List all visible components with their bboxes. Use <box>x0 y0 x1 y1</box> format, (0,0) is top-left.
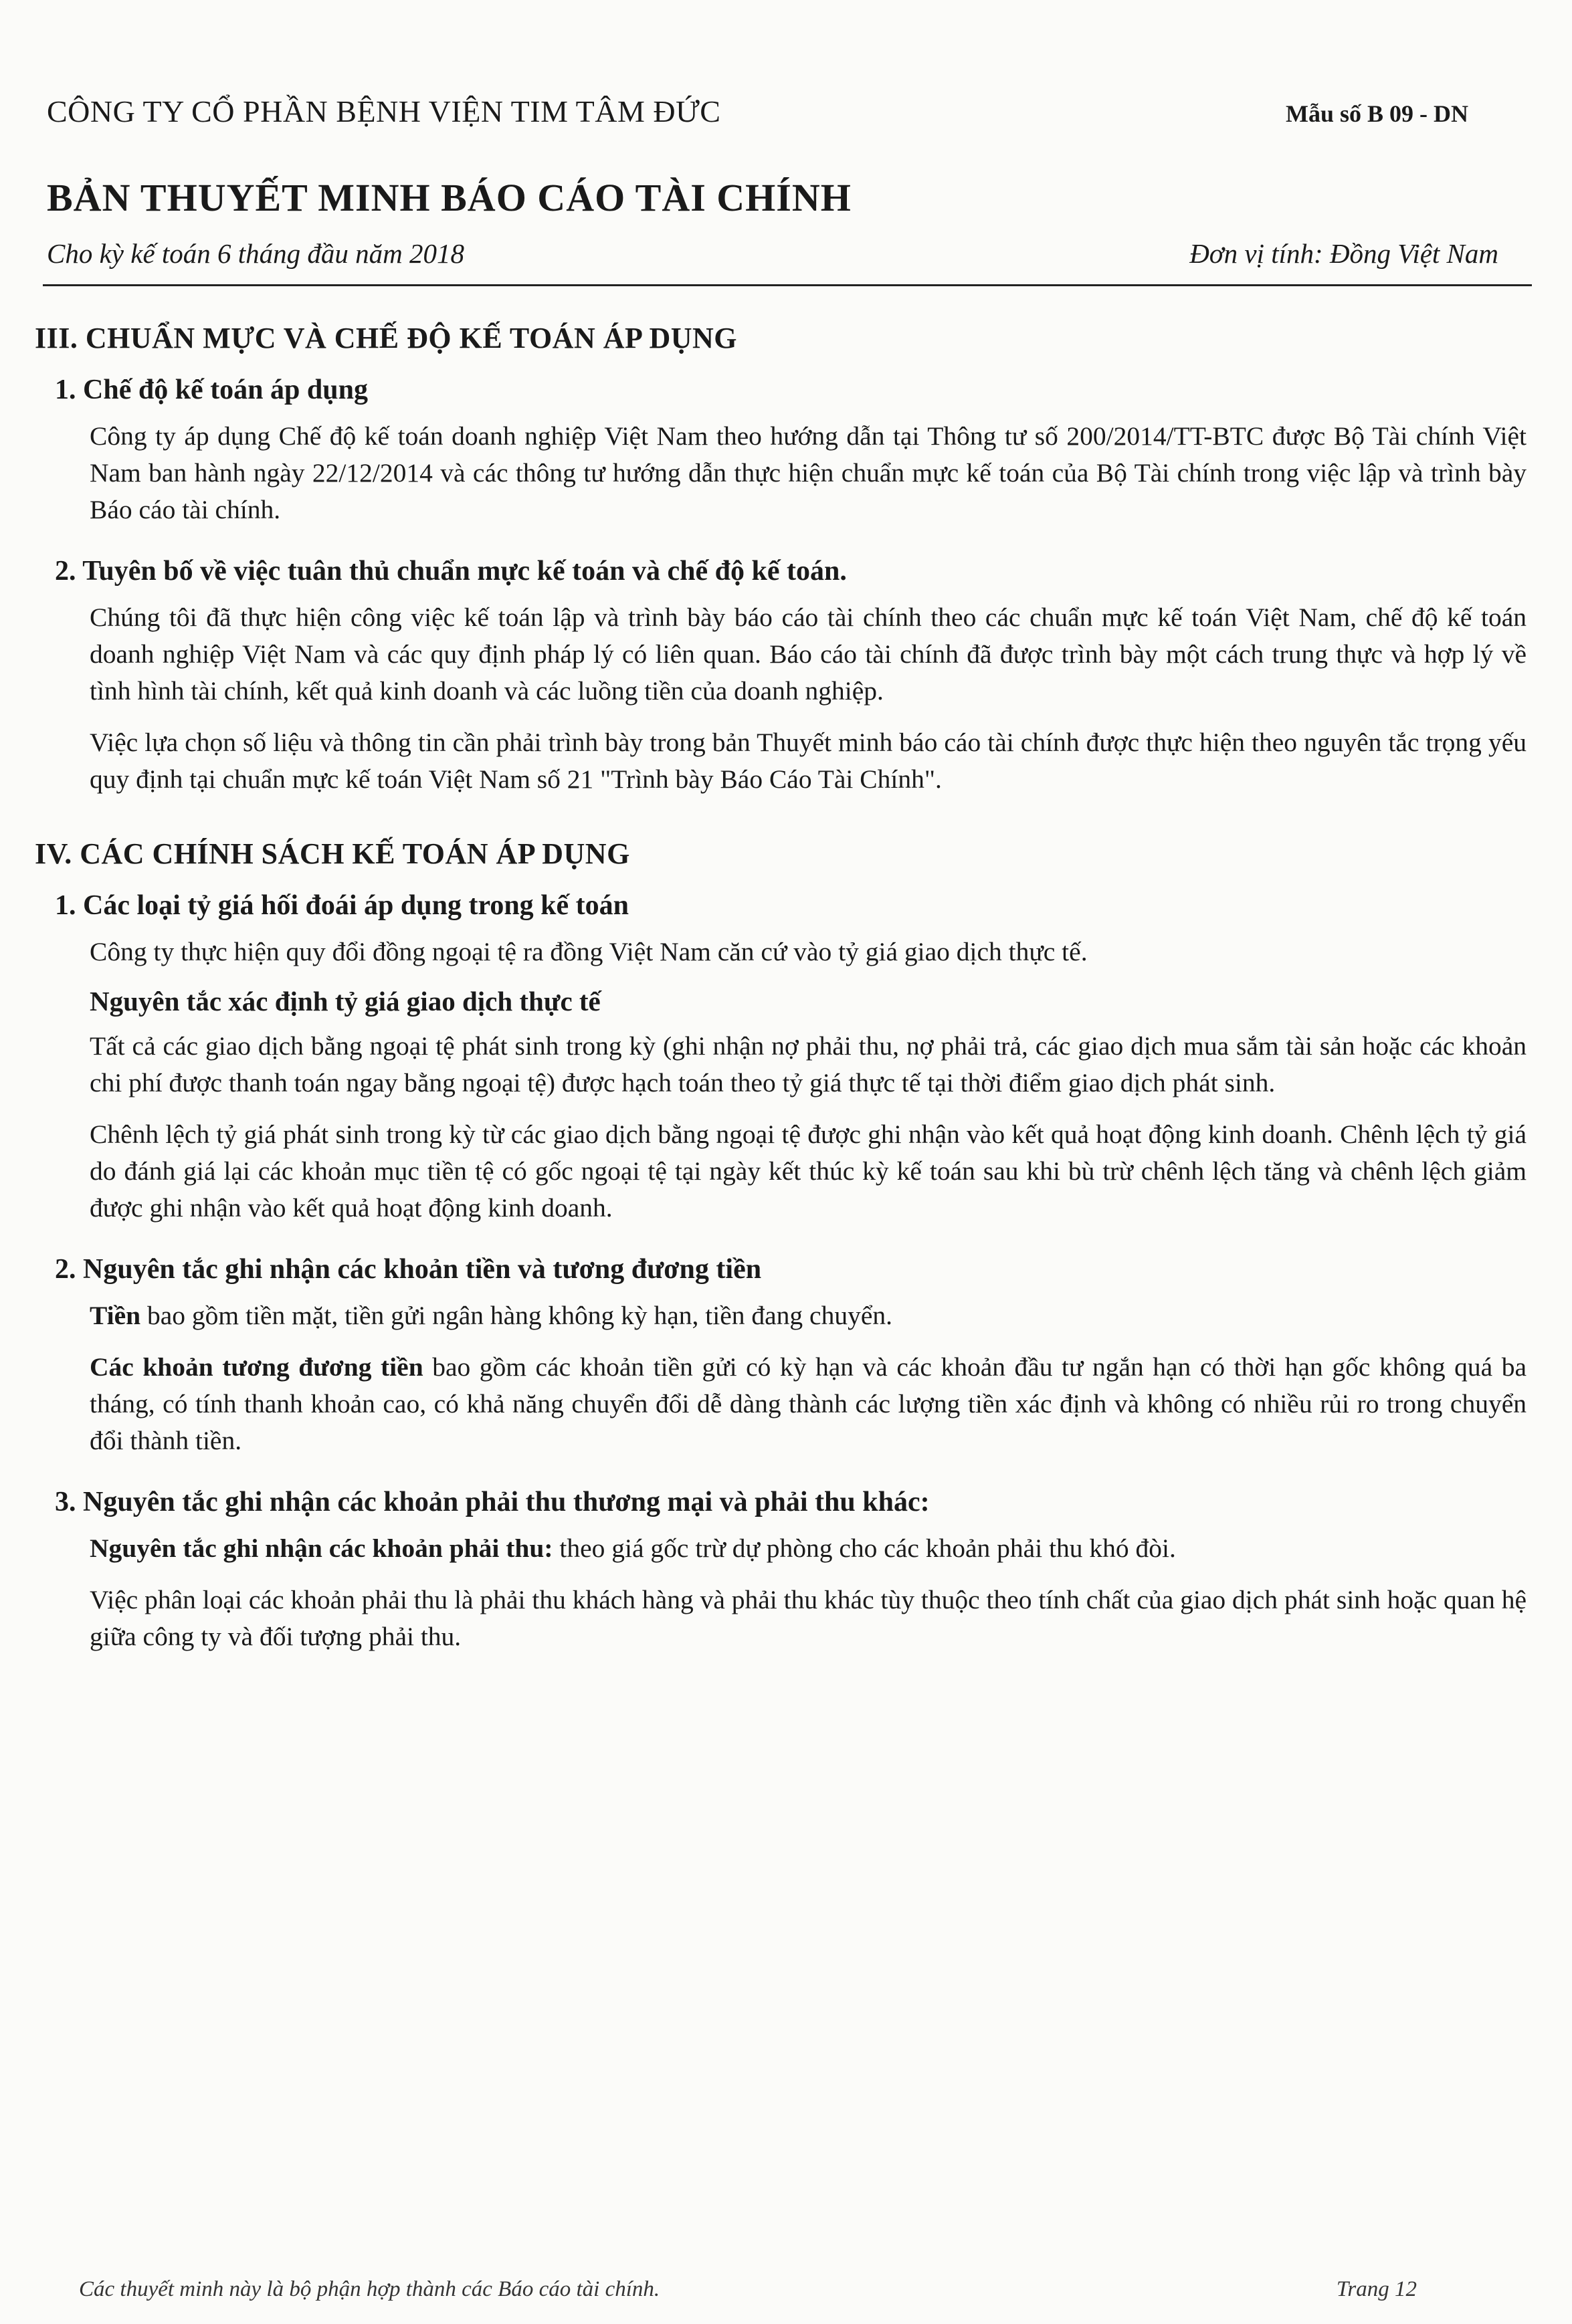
paragraph: Công ty áp dụng Chế độ kế toán doanh nghiệp Việt Nam theo hướng dẫn tại Thông tư số 200/2014/TT-BTC được Bộ Tài chính Việt Nam ban hành ngày 22/12/2014 và các thông tư hướng dẫn thực hiện chuẩn mực kế toán của Bộ Tài chính trong việc lập và trình bày Báo cáo tài chính. <box>90 421 1527 524</box>
currency-unit: Đơn vị tính: Đồng Việt Nam <box>1189 238 1498 269</box>
paragraph: Chúng tôi đã thực hiện công việc kế toán lập và trình bày báo cáo tài chính theo các chuẩn mực kế toán Việt Nam, chế độ kế toán doanh nghiệp Việt Nam và các quy định pháp lý có liên quan. Báo cáo tài chính đã được trình bày một cách trung thực và hợp lý về tình hình tài chính, kết quả kinh doanh và các luồng tiền của doanh nghiệp. <box>90 603 1527 706</box>
footer-note: Các thuyết minh này là bộ phận hợp thành các Báo cáo tài chính. <box>79 2277 660 2301</box>
subsection-heading: 2. Nguyên tắc ghi nhận các khoản tiền và tương đương tiền <box>55 1254 762 1285</box>
paragraph: Chênh lệch tỷ giá phát sinh trong kỳ từ các giao dịch bằng ngoại tệ được ghi nhận vào kết quả hoạt động kinh doanh. Chênh lệch tỷ giá do đánh giá lại các khoản mục tiền tệ có gốc ngoại tệ tại ngày kết thúc kỳ kế toán sau khi bù trừ chênh lệch tăng và chênh lệch giảm được ghi nhận vào kết quả hoạt động kinh doanh. <box>90 1120 1527 1223</box>
paragraph <box>90 1349 1527 1459</box>
section-heading-iii: III. CHUẨN MỰC VÀ CHẾ ĐỘ KẾ TOÁN ÁP DỤNG <box>35 322 738 354</box>
paragraph <box>90 1530 1527 1567</box>
form-number: Mẫu số B 09 - DN <box>1285 100 1468 127</box>
header-top-row <box>47 94 1532 129</box>
paragraph-text: bao gồm các khoản tiền gửi có kỳ hạn và các khoản đầu tư ngắn hạn có thời hạn gốc không quá ba tháng, có tính thanh khoản cao, có khả năng chuyển đổi dễ dàng thành các lượng tiền xác định và không có nhiều rủi ro trong chuyển đổi thành tiền. <box>90 1352 1527 1455</box>
bold-term: Tiền <box>90 1301 141 1330</box>
document-title: BẢN THUYẾT MINH BÁO CÁO TÀI CHÍNH <box>47 176 852 219</box>
subsection-heading: 2. Tuyên bố về việc tuân thủ chuẩn mực kế toán và chế độ kế toán. <box>55 556 847 587</box>
sub-subsection-heading: Nguyên tắc xác định tỷ giá giao dịch thực tế <box>90 986 601 1017</box>
paragraph: Việc lựa chọn số liệu và thông tin cần phải trình bày trong bản Thuyết minh báo cáo tài chính được thực hiện theo nguyên tắc trọng yếu quy định tại chuẩn mực kế toán Việt Nam số 21 "Trình bày Báo Cáo Tài Chính". <box>90 728 1527 794</box>
page-footer <box>79 2277 1417 2302</box>
reporting-period: Cho kỳ kế toán 6 tháng đầu năm 2018 <box>47 238 465 269</box>
paragraph: Việc phân loại các khoản phải thu là phải thu khách hàng và phải thu khác tùy thuộc theo tính chất của giao dịch phát sinh hoặc quan hệ giữa công ty và đối tượng phải thu. <box>90 1585 1527 1651</box>
header-sub-row <box>47 237 1532 270</box>
bold-term: Các khoản tương đương tiền <box>90 1352 423 1382</box>
subsection-heading: 1. Các loại tỷ giá hối đoái áp dụng trong kế toán <box>55 890 629 921</box>
bold-term: Nguyên tắc ghi nhận các khoản phải thu: <box>90 1534 553 1563</box>
page-number: Trang 12 <box>1336 2277 1417 2301</box>
paragraph: Công ty thực hiện quy đổi đồng ngoại tệ ra đồng Việt Nam căn cứ vào tỷ giá giao dịch thực tế. <box>90 937 1088 966</box>
paragraph-text: bao gồm tiền mặt, tiền gửi ngân hàng không kỳ hạn, tiền đang chuyển. <box>140 1301 892 1330</box>
paragraph: Tất cả các giao dịch bằng ngoại tệ phát sinh trong kỳ (ghi nhận nợ phải thu, nợ phải trả, các giao dịch mua sắm tài sản hoặc các khoản chi phí được thanh toán ngay bằng ngoại tệ) được hạch toán theo tỷ giá thực tế tại thời điểm giao dịch phát sinh. <box>90 1031 1527 1097</box>
company-name: CÔNG TY CỔ PHẦN BỆNH VIỆN TIM TÂM ĐỨC <box>47 94 721 128</box>
header-divider <box>43 284 1532 286</box>
subsection-heading: 3. Nguyên tắc ghi nhận các khoản phải thu thương mại và phải thu khác: <box>55 1487 930 1517</box>
paragraph <box>90 1297 1527 1334</box>
paragraph-text: theo giá gốc trừ dự phòng cho các khoản phải thu khó đòi. <box>553 1534 1176 1563</box>
subsection-heading: 1. Chế độ kế toán áp dụng <box>55 375 368 405</box>
section-heading-iv: IV. CÁC CHÍNH SÁCH KẾ TOÁN ÁP DỤNG <box>35 837 630 870</box>
document-body <box>35 321 1527 1670</box>
